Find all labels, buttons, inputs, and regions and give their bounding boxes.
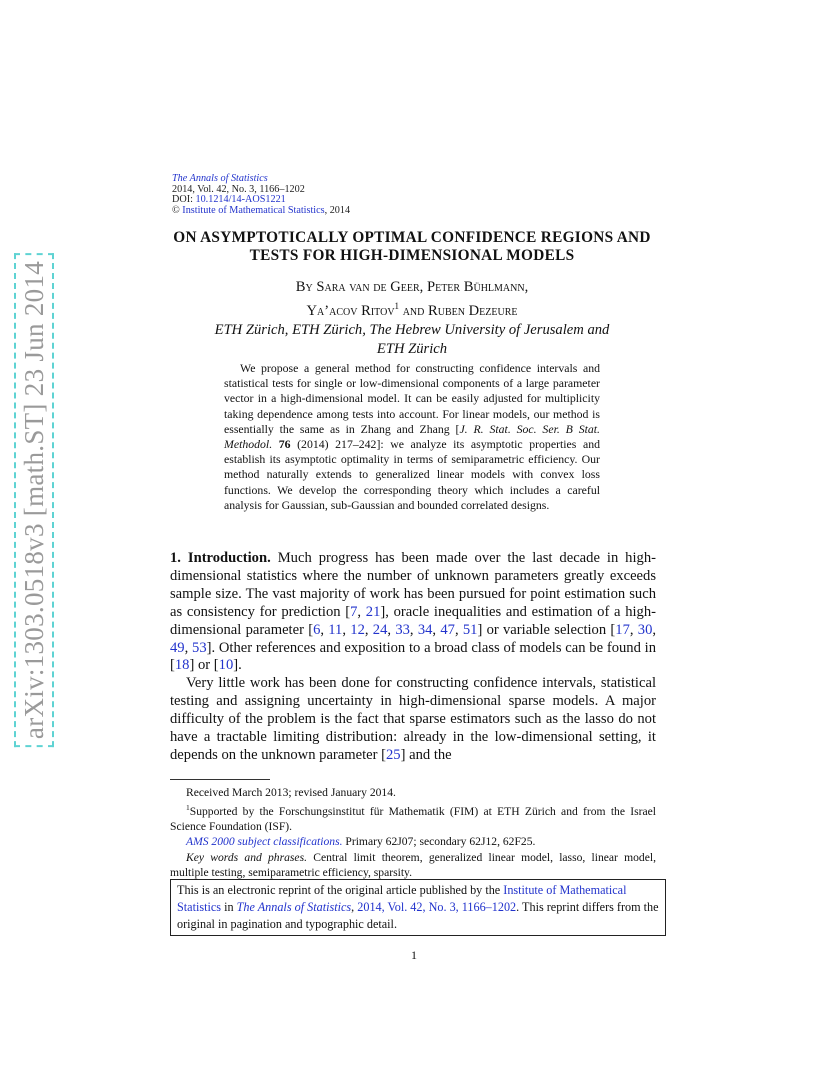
abstract-text-1: We propose a general method for constructing confidence intervals and statistical tests for single or low-dimensional components of a large parameter vector in a high-dimensional model. It can be easily adjusted for multiplicity taking dependence among tests into account. For linear models, our method is essentially the same as in Zhang and Zhang [ xyxy=(224,361,600,436)
introduction: 1. Introduction. Much progress has been made over the last decade in high-dimensional statistics where the number of unknown parameters greatly exceeds sample size. The vast majority of work has been pursued for point estimation such as consistency for prediction [7, 21], oracle inequalities and estimation of a high-dimensional parameter [6, 11, 12, 24, 33, 34, 47, 51] or variable selection [17, 30, 49, 53]. Other references and exposition to a broad class of models can be found in [18] or [10]. Very little work has been done for constructing confidence intervals, statistical testing and assigning uncertainty in high-dimensional sparse models. A major difficulty of the problem is the fact that sparse estimators such as the lasso do not have a tractable limiting distribution: already in the low-dimensional setting, it depends on the unknown parameter [25] and the xyxy=(170,550,657,763)
paper-title xyxy=(160,229,664,265)
reprint-text-2: . This reprint differs from the original in pagination and typographic detail. xyxy=(177,899,659,931)
page-number: 1 xyxy=(411,948,417,962)
cite-21[interactable]: 21 xyxy=(365,603,381,620)
doi-link[interactable]: 10.1214/14-AOS1221 xyxy=(195,194,286,205)
cite-12[interactable]: 12 xyxy=(350,621,365,638)
ams-classification-link[interactable]: AMS 2000 subject classifications. xyxy=(186,835,343,849)
volume-link[interactable]: 2014, Vol. 42, No. 3, 1166–1202 xyxy=(357,899,517,914)
intro-text-2a: Very little work has been done for constructing confidence intervals, statistical testing and assigning uncertainty in high-dimensional sparse models. A major difficulty of the problem is the fact that sparse estimators such as the lasso do not have a tractable limiting distribution: already in the low-dimensional setting, it depends on the unknown parameter [ xyxy=(170,675,656,763)
cite-18[interactable]: 18 xyxy=(174,657,190,674)
footnote-1-marker: 1 xyxy=(186,803,190,813)
footnotes xyxy=(170,785,656,880)
arxiv-identifier[interactable]: arXiv:1303.0518v3 [math.ST] 23 Jun 2014 xyxy=(14,253,54,747)
cite-11[interactable]: 11 xyxy=(328,621,343,638)
intro-text-1f: ]. xyxy=(233,657,242,674)
cite-24[interactable]: 24 xyxy=(372,621,388,638)
reprint-notice xyxy=(170,879,666,936)
cite-51[interactable]: 51 xyxy=(462,621,478,638)
abstract-text-2: (2014) 217–242]: we analyze its asymptotic properties and establish its asymptotic optimality in terms of semiparametric efficiency. Our method naturally extends to generalized linear models with convex loss functions. We develop the corresponding theory which includes a careful analysis for Gaussian, sub-Gaussian and bounded correlated designs. xyxy=(224,437,600,512)
footnote-marker: 1 xyxy=(394,301,400,311)
cite-30[interactable]: 30 xyxy=(637,621,653,638)
abstract xyxy=(224,361,600,513)
cite-25[interactable]: 25 xyxy=(386,746,401,763)
authors-line-1: By Sara van de Geer, Peter Bühlmann, xyxy=(295,279,529,295)
title-line-2: TESTS FOR HIGH-DIMENSIONAL MODELS xyxy=(249,247,575,264)
cite-34[interactable]: 34 xyxy=(417,621,433,638)
footnote-rule xyxy=(170,779,270,780)
journal-info xyxy=(172,174,350,216)
reprint-in: in xyxy=(221,899,237,914)
cite-7[interactable]: 7 xyxy=(350,603,358,620)
intro-text-1c: ] or variable selection [ xyxy=(477,621,616,638)
cite-17[interactable]: 17 xyxy=(615,621,630,638)
copyright-year: , 2014 xyxy=(324,204,351,216)
author-ritov: Ya’acov Ritov xyxy=(306,302,395,319)
footnote-1: Supported by the Forschungsinstitut für Mathematik (FIM) at ETH Zürich and from the Israel Science Foundation (ISF). xyxy=(170,805,656,834)
intro-text-1d: ]. Other references and exposition to a broad class of models can be found in [ xyxy=(170,639,657,674)
affiliation-line-2: ETH Zürich xyxy=(376,341,448,357)
reprint-text-1: This is an electronic reprint of the original article published by the xyxy=(177,883,501,897)
abstract-volume: 76 xyxy=(278,437,291,452)
cite-49[interactable]: 49 xyxy=(170,639,185,656)
section-heading: 1. Introduction. xyxy=(170,550,271,566)
ams-classification: Primary 62J07; secondary 62J12, 62F25. xyxy=(342,835,536,849)
journal-link[interactable]: The Annals of Statistics xyxy=(236,899,352,914)
reprint-comma: , xyxy=(351,899,355,914)
received-date: Received March 2013; revised January 2014. xyxy=(186,786,396,799)
affiliations xyxy=(160,321,664,359)
copyright-icon: © xyxy=(172,204,180,216)
title-line-1: ON ASYMPTOTICALLY OPTIMAL CONFIDENCE REGIONS AND xyxy=(173,229,651,246)
intro-text-2b: ] and the xyxy=(400,746,452,763)
ims-link[interactable]: Institute of Mathematical Statistics xyxy=(177,883,627,914)
cite-33[interactable]: 33 xyxy=(395,621,410,638)
cite-6[interactable]: 6 xyxy=(313,621,321,638)
authors xyxy=(160,278,664,321)
keywords: Central limit theorem, generalized linear model, lasso, linear model, multiple testing, semiparametric efficiency, sparsity. xyxy=(170,850,656,879)
abstract-journal: J. R. Stat. Soc. Ser. B Stat. Methodol. xyxy=(224,421,600,452)
intro-text-1e: ] or [ xyxy=(189,657,219,674)
publisher-link[interactable]: Institute of Mathematical Statistics xyxy=(182,204,325,216)
intro-text-1b: ], oracle inequalities and estimation of a high-dimensional parameter [ xyxy=(170,603,657,638)
journal-volume: 2014, Vol. 42, No. 3, 1166–1202 xyxy=(172,183,305,195)
authors-line-2: and Ruben Dezeure xyxy=(399,302,518,319)
intro-text-1a: Much progress has been made over the last decade in high-dimensional statistics where the number of unknown parameters greatly exceeds sample size. The vast majority of work has been pursued for point estimation such as consistency for prediction [ xyxy=(170,550,656,620)
cite-10[interactable]: 10 xyxy=(218,657,234,674)
journal-name[interactable]: The Annals of Statistics xyxy=(172,173,268,184)
cite-53[interactable]: 53 xyxy=(192,639,207,656)
doi-label: DOI: xyxy=(172,194,193,205)
affiliation-line-1: ETH Zürich, ETH Zürich, The Hebrew University of Jerusalem and xyxy=(214,322,610,338)
keywords-label: Key words and phrases. xyxy=(186,850,307,864)
arxiv-sidebar xyxy=(14,255,54,745)
cite-47[interactable]: 47 xyxy=(440,621,455,638)
